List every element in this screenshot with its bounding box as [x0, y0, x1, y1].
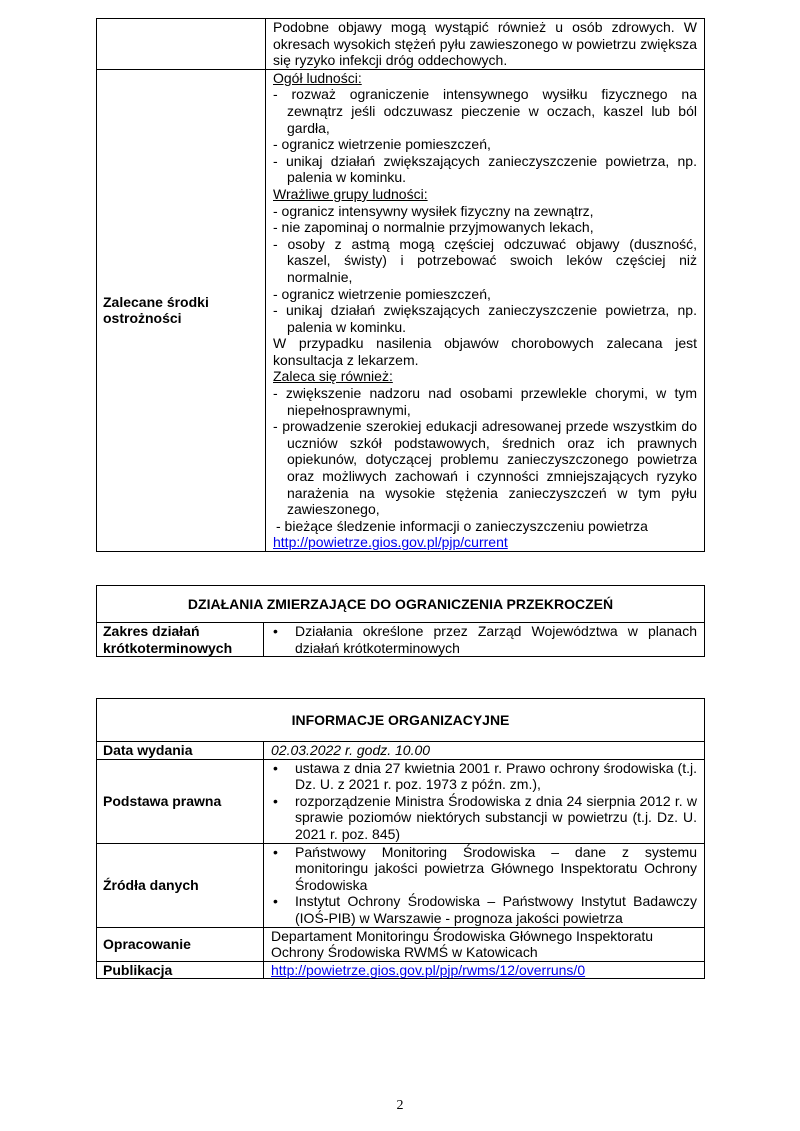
list-item: - bieżące śledzenie informacji o zanieczyszczeniu powietrza	[276, 517, 648, 534]
legal-item: rozporządzenie Ministra Środowiska z dnia 24 sierpnia 2012 r. w sprawie poziomów niektórych substancji w powietrzu (t.j. Dz. U. 2021 r. poz. 845)	[295, 792, 697, 842]
bullet-icon: •	[273, 792, 278, 809]
issue-date-label: Data wydania	[97, 742, 264, 760]
current-air-quality-link[interactable]: http://powietrze.gios.gov.pl/pjp/current	[273, 534, 508, 551]
list-item: - ogranicz intensywny wysiłek fizyczny na zewnątrz,	[273, 202, 594, 219]
data-sources-label: Źródła danych	[97, 843, 264, 927]
issue-date-value: 02.03.2022 r. godz. 10.00	[264, 742, 705, 760]
short-term-item: Działania określone przez Zarząd Województwa w planach działań krótkoterminowych	[295, 623, 697, 656]
list-item: - rozważ ograniczenie intensywnego wysiłku fizycznego na zewnątrz jeśli odczuwasz pieczenie w oczach, kaszel lub ból gardła,	[273, 86, 697, 136]
precautions-label: Zalecane środki ostrożności	[97, 69, 266, 551]
page-number: 2	[396, 1098, 404, 1113]
list-item: - ogranicz wietrzenie pomieszczeń,	[273, 285, 491, 302]
organizational-info-table	[96, 698, 705, 979]
health-info-table	[96, 18, 705, 552]
sensitive-groups-heading: Wrażliwe grupy ludności:	[273, 185, 428, 202]
bullet-icon: •	[273, 759, 278, 776]
publication-cell	[264, 961, 705, 979]
actions-table	[96, 585, 705, 657]
general-population-heading: Ogół ludności:	[273, 69, 362, 86]
legal-basis-label: Podstawa prawna	[97, 759, 264, 843]
source-item: Instytut Ochrony Środowiska – Państwowy Instytut Badawczy (IOŚ-PIB) w Warszawie - prognoza jakości powietrza	[295, 893, 697, 926]
legal-item: ustawa z dnia 27 kwietnia 2001 r. Prawo ochrony środowiska (t.j. Dz. U. z 2021 r. poz. 1973 z późn. zm.),	[295, 759, 697, 793]
list-item: - ogranicz wietrzenie pomieszczeń,	[273, 136, 491, 153]
bullet-icon: •	[273, 623, 278, 639]
precautions-content	[266, 69, 705, 551]
list-item: - unikaj działań zwiększających zanieczyszczenie powietrza, np. palenia w kominku.	[273, 302, 697, 335]
list-item: - osoby z astmą mogą częściej odczuwać objawy (duszność, kaszel, świsty) i potrzebować swoich leków częściej niż normalnie,	[273, 235, 697, 285]
symptoms-text: Podobne objawy mogą wystąpić również u osób zdrowych. W okresach wysokich stężeń pyłu zawieszonego w powietrzu zwiększa się ryzyko infekcji dróg oddechowych.	[266, 19, 705, 70]
source-item: Państwowy Monitoring Środowiska – dane z systemu monitoringu jakości powietrza Głównego Inspektoratu Ochrony Środowiska	[295, 843, 697, 893]
actions-header: DZIAŁANIA ZMIERZAJĄCE DO OGRANICZENIA PRZEKROCZEŃ	[97, 586, 705, 623]
consultation-text: W przypadku nasilenia objawów chorobowych zalecana jest konsultacja z lekarzem.	[273, 335, 697, 368]
bullet-icon: •	[273, 843, 278, 860]
publication-link[interactable]: http://powietrze.gios.gov.pl/pjp/rwms/12/overruns/0	[271, 961, 586, 978]
short-term-content	[264, 623, 705, 657]
prepared-by-label: Opracowanie	[97, 927, 264, 961]
list-item: - unikaj działań zwiększających zanieczyszczenie powietrza, np. palenia w kominku.	[273, 152, 697, 186]
organizational-header: INFORMACJE ORGANIZACYJNE	[97, 699, 705, 742]
prepared-by-value: Departament Monitoringu Środowiska Głównego Inspektoratu Ochrony Środowiska RWMŚ w Katowicach	[264, 927, 705, 961]
list-item: - nie zapominaj o normalnie przyjmowanych lekach,	[273, 219, 594, 236]
empty-label-cell	[97, 19, 266, 70]
legal-basis-content	[264, 759, 705, 843]
data-sources-content	[264, 843, 705, 927]
list-item: - prowadzenie szerokiej edukacji adresowanej przede wszystkim do uczniów szkół podstawowych, średnich oraz ich prawnych opiekunów, dotyczącej problemu zanieczyszczonego powietrza oraz możliwych zachowań i czynności zmniejszających ryzyko narażenia na wysokie stężenia zanieczyszczeń w tym pyłu zawieszonego,	[273, 418, 697, 518]
publication-label: Publikacja	[97, 961, 264, 979]
also-recommended-heading: Zaleca się również:	[273, 368, 393, 385]
list-item: - zwiększenie nadzoru nad osobami przewlekle chorymi, w tym niepełnosprawnymi,	[273, 385, 697, 418]
bullet-icon: •	[273, 893, 278, 910]
short-term-label: Zakres działań krótkoterminowych	[97, 623, 264, 657]
